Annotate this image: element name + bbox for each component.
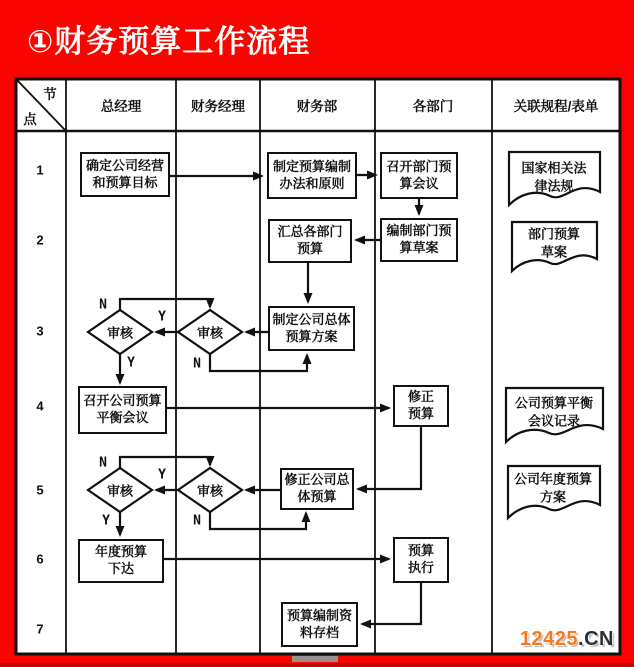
corner-label-bottom: 点	[23, 112, 37, 127]
step-issue-annual-budget: 年度预算 下达	[78, 539, 164, 583]
branch-no-gm-row3: N	[99, 297, 107, 313]
bottom-edge-strip	[0, 663, 634, 667]
node-number-7: 7	[36, 621, 44, 637]
step-revise-budget: 修正 预算	[393, 385, 449, 427]
page-title: ①财务预算工作流程	[27, 24, 311, 59]
branch-no-fm-row5: N	[193, 513, 201, 529]
doc-dept-budget-draft: 部门预算 草案	[527, 226, 581, 259]
step-set-company-goals: 确定公司经营 和预算目标	[80, 152, 170, 197]
branch-yes-fm-row5: Y	[158, 467, 166, 483]
watermark-number: 12425	[519, 628, 579, 650]
step-draft-dept-budget: 编制部门预 算草案	[380, 218, 458, 262]
column-header-finance-manager: 财务经理	[191, 99, 245, 114]
watermark	[520, 628, 614, 651]
branch-no-fm-row3: N	[193, 356, 201, 372]
step-hold-balance-meeting: 召开公司预算 平衡会议	[78, 386, 167, 434]
watermark-domain: .CN	[578, 628, 614, 650]
review-label-gm-row5: 审核	[106, 483, 134, 499]
node-number-2: 2	[36, 232, 44, 248]
column-header-finance-dept: 财务部	[296, 99, 338, 114]
node-number-1: 1	[36, 162, 44, 178]
column-header-general-manager: 总经理	[100, 99, 142, 114]
doc-meeting-record: 公司预算平衡 会议记录	[514, 395, 594, 428]
node-number-6: 6	[36, 551, 44, 567]
step-hold-dept-budget-meeting: 召开部门预 算会议	[380, 152, 458, 199]
review-label-fm-row5: 审核	[196, 483, 224, 499]
bottom-handle	[292, 656, 338, 662]
doc-national-laws: 国家相关法 律法规	[521, 160, 587, 193]
branch-yes-gm-row3: Y	[127, 355, 135, 371]
step-execute-budget: 预算 执行	[393, 537, 449, 583]
step-archive-budget-materials: 预算编制资 料存档	[281, 602, 358, 647]
column-header-departments: 各部门	[412, 99, 454, 114]
node-number-4: 4	[36, 398, 44, 414]
step-revise-overall-budget: 修正公司总 体预算	[280, 468, 354, 510]
column-header-related-forms: 关联规程/表单	[513, 99, 599, 114]
step-make-overall-budget-plan: 制定公司总体 预算方案	[268, 306, 355, 351]
branch-no-gm-row5: N	[99, 455, 107, 471]
branch-yes-gm-row5: Y	[102, 513, 110, 529]
step-summarize-dept-budgets: 汇总各部门 预算	[268, 219, 352, 263]
branch-yes-fm-row3: Y	[158, 309, 166, 325]
node-number-5: 5	[36, 482, 44, 498]
node-number-3: 3	[36, 323, 44, 339]
review-label-gm-row3: 审核	[106, 325, 134, 341]
step-set-budget-methods: 制定预算编制 办法和原则	[267, 152, 357, 199]
doc-annual-budget-plan: 公司年度预算 方案	[513, 471, 593, 504]
corner-label-top: 节	[43, 87, 57, 102]
review-label-fm-row3: 审核	[196, 325, 224, 341]
